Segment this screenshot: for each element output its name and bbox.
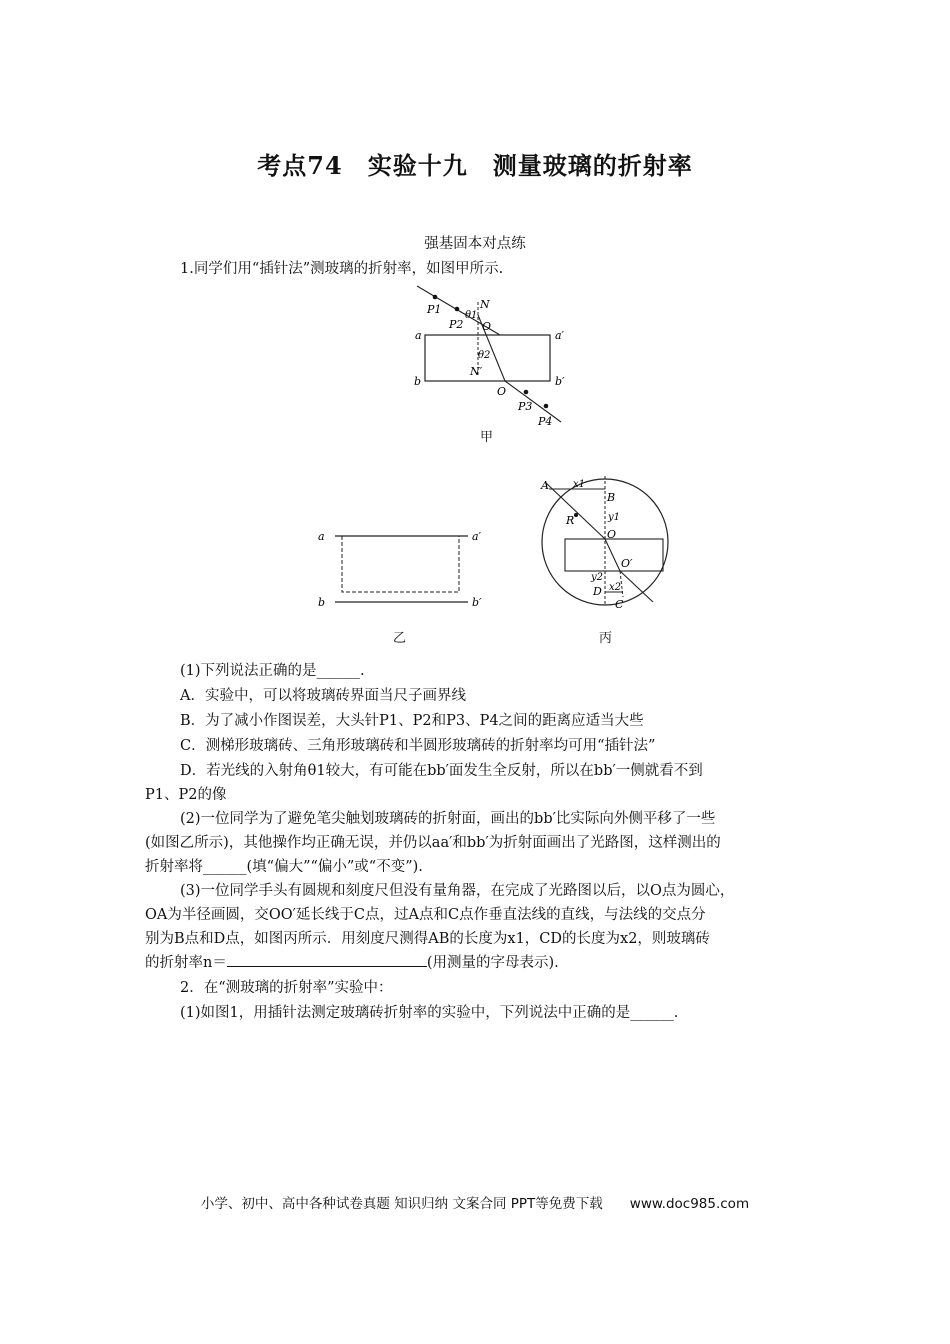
refracted-ray — [605, 539, 620, 571]
label-a-prime: a′ — [472, 530, 482, 543]
emergent-ray — [620, 571, 653, 602]
label-o-top: O — [482, 320, 492, 333]
label-x2: x2 — [609, 582, 622, 593]
label-a-prime: a′ — [555, 329, 565, 342]
question-1-part-2-line-3: 折射率将______(填“偏大”“偏小”或“不变”). — [145, 859, 423, 875]
label-a: a — [318, 530, 325, 543]
pin-p3 — [524, 390, 529, 395]
question-1-part-3-line-1: (3)一位同学手头有圆规和刻度尺但没有量角器，在完成了光路图以后，以O点为圆心， — [180, 883, 735, 899]
label-x1: x1 — [573, 479, 586, 490]
label-o-bottom: O — [497, 385, 507, 398]
question-1-part-2-line-2: (如图乙所示)，其他操作均正确无误，并仍以aa′和bb′为折射面画出了光路图，这样测出的 — [145, 835, 721, 851]
label-b: b — [414, 375, 422, 388]
pin-p1 — [433, 295, 438, 300]
question-2-part-1: (1)如图1，用插针法测定玻璃砖折射率的实验中，下列说法中正确的是______. — [180, 1005, 679, 1021]
label-c: C — [615, 598, 624, 611]
question-2-intro: 2．在“测玻璃的折射率”实验中： — [180, 980, 393, 996]
label-b: b — [318, 596, 326, 609]
footer: 小学、初中、高中各种试卷真题 知识归纳 文案合同 PPT等免费下载 www.doc985.com — [200, 1196, 750, 1212]
question-1-part-3-line-3: 别为B点和D点，如图丙所示．用刻度尺测得AB的长度为x1，CD的长度为x2，则玻璃砖 — [145, 931, 710, 947]
label-o-prime: O′ — [621, 557, 633, 570]
option-c: C．测梯形玻璃砖、三角形玻璃砖和半圆形玻璃砖的折射率均可用“插针法” — [180, 738, 656, 754]
answer-prefix: 的折射率n＝ — [145, 955, 227, 971]
pin-p4 — [544, 404, 549, 409]
figure-bing-caption: 丙 — [599, 631, 613, 646]
label-y2: y2 — [591, 572, 604, 583]
figure-jia-caption: 甲 — [480, 430, 494, 445]
label-theta2: θ2 — [478, 350, 491, 361]
option-a: A．实验中，可以将玻璃砖界面当尺子画界线 — [180, 688, 466, 704]
label-y1: y1 — [608, 512, 621, 523]
option-b: B．为了减小作图误差，大头针P1、P2和P3、P4之间的距离应适当大些 — [180, 713, 644, 729]
label-a: a — [415, 329, 422, 342]
actual-glass-outline — [342, 536, 459, 592]
glass-block — [565, 539, 663, 571]
label-b: B — [607, 491, 616, 504]
label-p4: P4 — [538, 415, 553, 428]
label-o: O — [607, 528, 617, 541]
section-heading: 强基固本对点练 — [424, 236, 526, 252]
emergent-ray — [505, 381, 561, 422]
label-b-prime: b′ — [555, 375, 565, 388]
label-p3: P3 — [518, 400, 533, 413]
answer-blank[interactable] — [227, 952, 427, 967]
option-d-line-2: P1、P2的像 — [145, 787, 227, 803]
figure-bing — [535, 472, 695, 622]
answer-suffix: (用测量的字母表示). — [426, 955, 559, 971]
figure-yi-caption: 乙 — [393, 631, 407, 646]
pin-p2 — [455, 307, 460, 312]
label-a: A — [541, 479, 549, 492]
figure-jia — [405, 282, 575, 447]
question-1-part-2-line-1: (2)一位同学为了避免笔尖触划玻璃砖的折射面，画出的bb′比实际向外侧平移了一些 — [180, 811, 716, 827]
label-n: N — [480, 298, 490, 311]
label-r: R — [566, 514, 575, 527]
label-p2: P2 — [449, 318, 464, 331]
label-p1: P1 — [427, 303, 442, 316]
question-1-part-3-line-2: OA为半径画圆，交OO′延长线于C点，过A点和C点作垂直法线的直线，与法线的交点分 — [145, 907, 706, 923]
question-1-part-3-line-4 — [145, 952, 559, 974]
incident-ray — [545, 482, 605, 539]
label-theta1: θ1 — [465, 310, 478, 321]
page-title: 考点74 实验十九 测量玻璃的折射率 — [257, 151, 693, 180]
label-b-prime: b′ — [472, 596, 482, 609]
option-d-line-1: D．若光线的入射角θ1较大，有可能在bb′面发生全反射，所以在bb′一侧就看不到 — [180, 763, 703, 779]
figure-yi — [310, 522, 495, 614]
pin-r — [574, 513, 578, 517]
question-1-intro: 1.同学们用“插针法”测玻璃的折射率，如图甲所示. — [180, 261, 504, 277]
label-d: D — [593, 585, 602, 598]
label-n-prime: N′ — [470, 365, 483, 378]
question-1-part-1: (1)下列说法正确的是______. — [180, 663, 365, 679]
